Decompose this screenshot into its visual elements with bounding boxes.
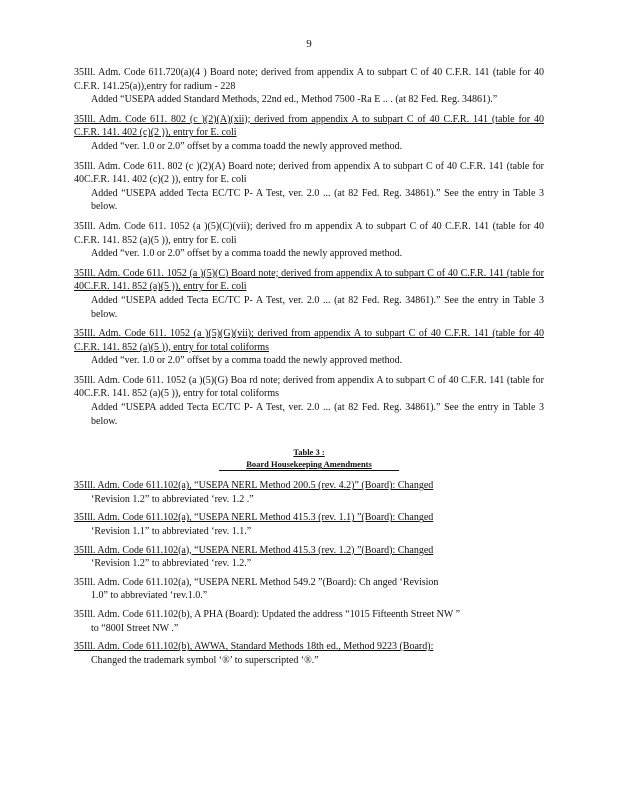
amendment-entry — [74, 640, 544, 667]
entry-note: Added “ver. 1.0 or 2.0” offset by a comma toadd the newly approved method. — [91, 248, 403, 260]
code-entry — [74, 160, 544, 214]
amendment-citation: 35Ill. Adm. Code 611.102(b), AWWA, Standard Methods 18th ed., Method 9223 (Board): — [74, 641, 434, 653]
entry-citation: 35Ill. Adm. Code 611. 1052 (a )(5)(G)(vii); derived from appendix A to subpart C of 40 C.F.R. 141 (table for 40 C.F.R. 141. 852 (a)(5 )), entry for total coliforms — [74, 328, 544, 353]
entry-note: Added “ver. 1.0 or 2.0” offset by a comma toadd the newly approved method. — [91, 140, 403, 152]
entry-note: Added “ver. 1.0 or 2.0” offset by a comma toadd the newly approved method. — [91, 355, 403, 367]
amendment-entry — [74, 576, 544, 603]
amendment-citation: 35Ill. Adm. Code 611.102(a), “USEPA NERL Method 415.3 (rev. 1.1) ”(Board): Changed — [74, 512, 434, 524]
table-title: Table 3 : — [293, 447, 325, 458]
amendment-note: ‘Revision 1.2” to abbreviated ‘rev. 1.2 .” — [91, 493, 254, 505]
code-entry — [74, 374, 544, 428]
amendment-note: 1.0” to abbreviated ‘rev.1.0.” — [91, 590, 208, 602]
code-entry — [74, 327, 544, 368]
code-entry — [74, 66, 544, 107]
entry-note: Added “USEPA added Tecta EC/TC P- A Test, ver. 2.0 ... (at 82 Fed. Reg. 34861).” See the entry in Table 3 below. — [91, 402, 544, 427]
amendment-citation: 35Ill. Adm. Code 611.102(a), “USEPA NERL Method 200.5 (rev. 4.2)” (Board): Changed — [74, 480, 434, 492]
entry-note: Added “USEPA added Standard Methods, 22nd ed., Method 7500 -Ra E .. . (at 82 Fed. Reg. 34861).” — [91, 94, 498, 106]
amendment-citation: 35Ill. Adm. Code 611.102(a), “USEPA NERL Method 415.3 (rev. 1.2) ”(Board): Changed — [74, 544, 434, 556]
amendment-note: to “800I Street NW .” — [91, 622, 179, 634]
amendment-entry — [74, 511, 544, 538]
page-number: 9 — [306, 38, 312, 50]
document-body — [74, 66, 544, 672]
amendment-entry — [74, 608, 544, 635]
table-heading — [74, 446, 544, 471]
entry-citation: 35Ill. Adm. Code 611. 802 (c )(2)(A)(xii); derived from appendix A to subpart C of 40 C.F.R. 141 (table for 40 C.F.R. 141. 402 (c)(2 )), entry for E. coli — [74, 113, 544, 139]
table-subtitle: Board Housekeeping Amendments — [219, 458, 399, 471]
entry-note: Added “USEPA added Tecta EC/TC P- A Test, ver. 2.0 ... (at 82 Fed. Reg. 34861).” See the entry in Table 3 below. — [91, 294, 544, 320]
entry-citation: 35Ill. Adm. Code 611. 1052 (a )(5)(C) Board note; derived from appendix A to subpart C of 40 C.F.R. 141 (table for 40C.F.R. 141. 852 (a)(5 )), entry for E. coli — [74, 267, 544, 293]
amendment-entry — [74, 544, 544, 571]
entry-citation: 35Ill. Adm. Code 611. 1052 (a )(5)(C)(vii); derived fro m appendix A to subpart C of 40 C.F.R. 141 (table for 40 C.F.R. 141. 852 (a)(5 )), entry for E. coli — [74, 220, 544, 246]
amendment-citation: 35Ill. Adm. Code 611.102(a), “USEPA NERL Method 549.2 ”(Board): Ch anged ‘Revision — [74, 576, 439, 588]
entry-citation: 35Ill. Adm. Code 611. 802 (c )(2)(A) Board note; derived from appendix A to subpart C of 40 C.F.R. 141 (table for 40C.F.R. 141. 402 (c)(2 )), entry for E. coli — [74, 160, 544, 186]
code-entry — [74, 113, 544, 154]
entry-citation: 35Ill. Adm. Code 611. 1052 (a )(5)(G) Boa rd note; derived from appendix A to subpart C of 40 C.F.R. 141 (table for 40C.F.R. 141. 852 (a)(5 )), entry for total coliforms — [74, 374, 544, 400]
amendment-note: ‘Revision 1.2” to abbreviated ‘rev. 1.2.” — [91, 558, 252, 570]
amendment-note: ‘Revision 1.1” to abbreviated ‘rev. 1.1.” — [91, 526, 252, 538]
amendment-entry — [74, 479, 544, 506]
entry-citation: 35Ill. Adm. Code 611.720(a)(4 ) Board note; derived from appendix A to subpart C of 40 C.F.R. 141 (table for 40 C.F.R. 141.25(a)),entry for radium - 228 — [74, 67, 544, 92]
amendment-note: Changed the trademark symbol ‘®’ to superscripted ‘®.” — [91, 654, 319, 666]
code-entry — [74, 220, 544, 261]
code-entry — [74, 267, 544, 321]
entry-note: Added “USEPA added Tecta EC/TC P- A Test, ver. 2.0 ... (at 82 Fed. Reg. 34861).” See the entry in Table 3 below. — [91, 187, 544, 213]
amendment-citation: 35Ill. Adm. Code 611.102(b), A PHA (Board): Updated the address “1015 Fifteenth Street NW ” — [74, 609, 461, 620]
